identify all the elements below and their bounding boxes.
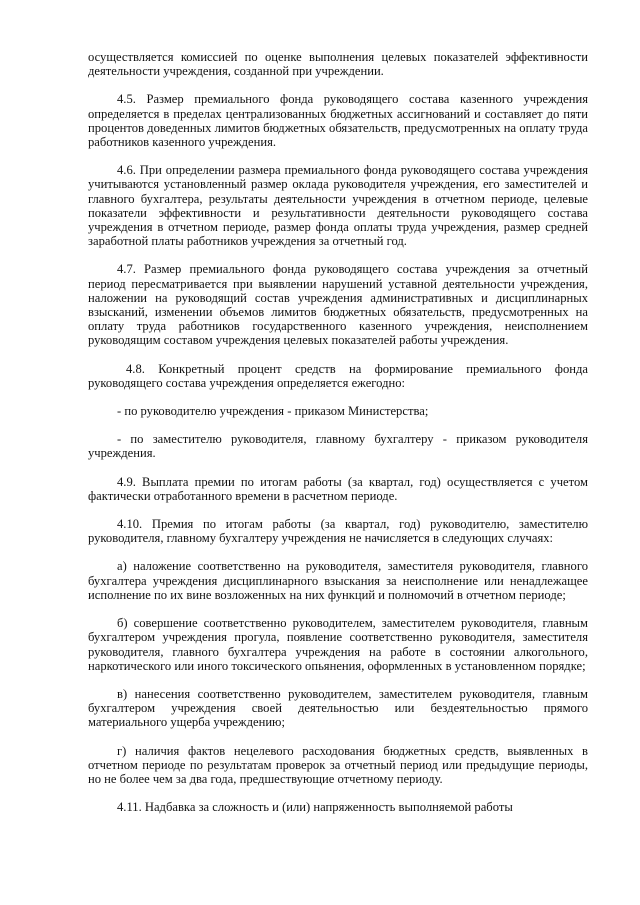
list-item-deputy: - по заместителю руководителя, главному бухгалтеру - приказом руководителя учреждения. bbox=[88, 432, 588, 461]
list-item-v: в) нанесения соответственно руководителем, заместителем руководителя, главным бухгалтером учреждения своей деятельностью или бездеятельностью прямого материального ущерба учреждению; bbox=[88, 686, 588, 730]
paragraph-4-10: 4.10. Премия по итогам работы (за квартал, год) руководителю, заместителю руководителя, главному бухгалтеру учреждения не начисляется в следующих случаях: bbox=[88, 517, 588, 546]
paragraph-4-9: 4.9. Выплата премии по итогам работы (за квартал, год) осуществляется с учетом фактически отработанного времени в расчетном периоде. bbox=[88, 474, 588, 503]
list-item-a: а) наложение соответственно на руководителя, заместителя руководителя, главного бухгалтера учреждения дисциплинарного взыскания за неисполнение или ненадлежащее исполнение по их вине возложенных на них функций и полномочий в отчетном периоде; bbox=[88, 559, 588, 602]
paragraph-4-8: 4.8. Конкретный процент средств на формирование премиального фонда руководящего состава учреждения определяется ежегодно: bbox=[88, 361, 588, 390]
paragraph-4-5: 4.5. Размер премиального фонда руководящего состава казенного учреждения определяется в пределах централизованных бюджетных ассигнований и составляет до пяти процентов доведенных лимитов бюджетных обязательств, предусмотренных на оплату труда работников казенного учреждения. bbox=[88, 92, 588, 150]
paragraph-continuation: осуществляется комиссией по оценке выполнения целевых показателей эффективности деятельности учреждения, созданной при учреждении. bbox=[88, 50, 588, 79]
list-item-director: - по руководителю учреждения - приказом Министерства; bbox=[117, 404, 429, 419]
list-item-b: б) совершение соответственно руководителем, заместителем руководителя, главным бухгалтером учреждения прогула, появление соответственно руководителя, заместителя руководителя, главного бухгалтера учреждения на работе в состоянии алкогольного, наркотического или иного токсического опьянения, оформленных в установленном порядке; bbox=[88, 616, 588, 673]
paragraph-4-6: 4.6. При определении размера премиального фонда руководящего состава учреждения учитываются установленный размер оклада руководителя учреждения, его заместителей и главного бухгалтера, результаты деятельности учреждения в отчетном периоде, целевые показатели эффективности и результативности деятельности руководящего состава учреждения в отчетном периоде, размер фонда оплаты труда учреждения, размер средней заработной платы работников учреждения за отчетный год. bbox=[88, 163, 588, 249]
paragraph-4-7: 4.7. Размер премиального фонда руководящего состава учреждения за отчетный период пересматривается при выявлении нарушений уставной деятельности учреждения, наложении на руководящий состав учреждения административных и дисциплинарных взысканий, изменении объемов лимитов бюджетных обязательств, предусмотренных на оплату труда работников государственного казенного учреждения, неисполнением руководящим составом учреждения целевых показателей работы учреждения. bbox=[88, 262, 588, 348]
document-page bbox=[88, 50, 588, 814]
paragraph-4-11: 4.11. Надбавка за сложность и (или) напряженность выполняемой работы bbox=[117, 800, 513, 815]
list-item-g: г) наличия фактов нецелевого расходования бюджетных средств, выявленных в отчетном периоде по результатам проверок за отчетный период или предыдущие периоды, но не более чем за два года, предшествующие отчетному периоду. bbox=[88, 743, 588, 786]
